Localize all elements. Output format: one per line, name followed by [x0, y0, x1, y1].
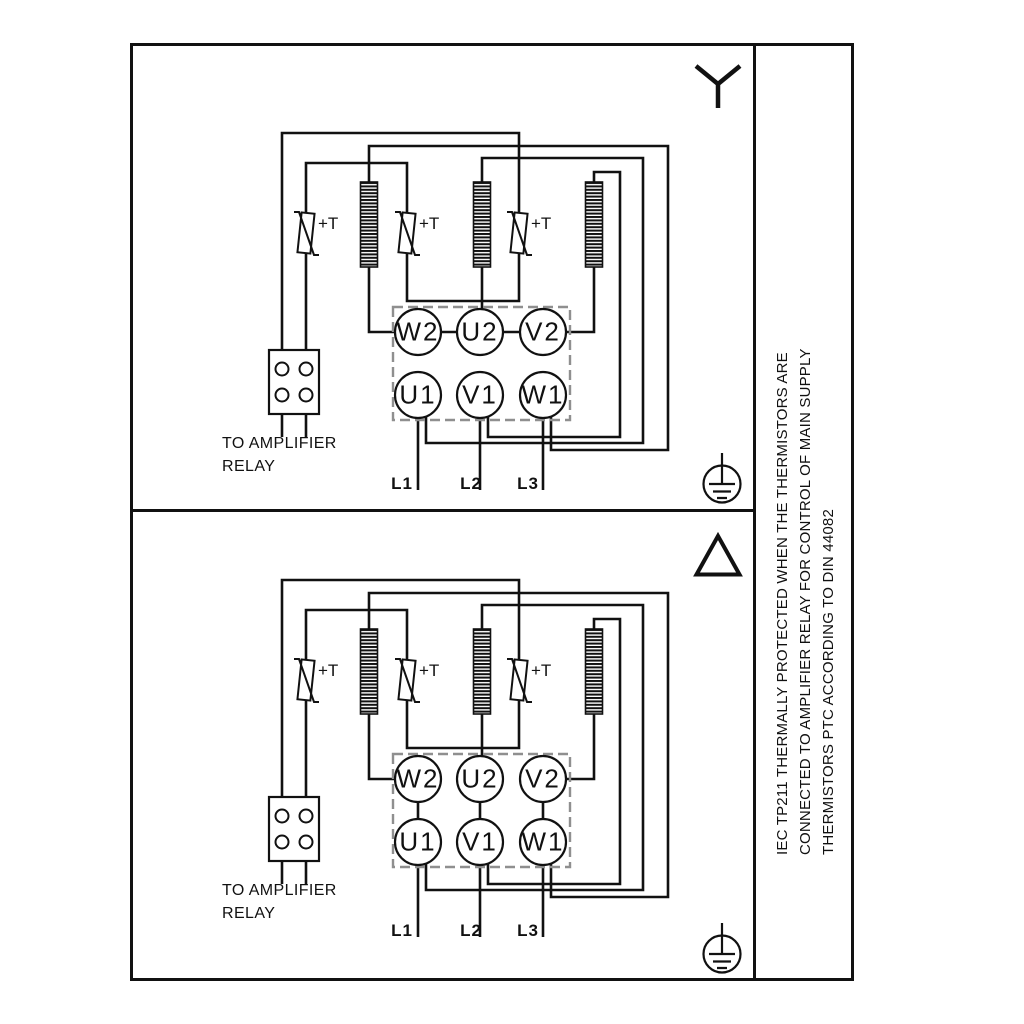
sheet-dividers	[132, 45, 755, 980]
side-note-line2: CONNECTED TO AMPLIFIER RELAY FOR CONTROL OF MAIN SUPPLY	[797, 348, 814, 855]
supply-label-l1: L1	[391, 474, 413, 493]
terminal-label-v2: V2	[525, 316, 561, 347]
terminal-label-v2: V2	[525, 763, 561, 794]
terminal-label-u2: U2	[461, 316, 499, 347]
terminal-label-w1: W1	[521, 379, 565, 410]
thermistor-label: +T	[419, 661, 440, 680]
side-note-column	[771, 348, 840, 855]
side-note-line1: IEC TP211 THERMALLY PROTECTED WHEN THE THERMISTORS ARE	[774, 352, 791, 855]
star-connection-icon	[696, 66, 740, 108]
relay-caption-line1: TO AMPLIFIER	[222, 435, 337, 452]
terminal-label-v1: V1	[462, 826, 498, 857]
supply-label-l3: L3	[517, 474, 539, 493]
thermistor-label: +T	[419, 214, 440, 233]
relay-caption-line2: RELAY	[222, 905, 276, 922]
supply-label-l1: L1	[391, 921, 413, 940]
delta-connection-icon	[697, 536, 740, 575]
thermistor-label: +T	[531, 661, 552, 680]
thermistor-label: +T	[318, 214, 339, 233]
side-note-line3: THERMISTORS PTC ACCORDING TO DIN 44082	[820, 508, 837, 855]
relay-caption-line1: TO AMPLIFIER	[222, 882, 337, 899]
terminal-label-w2: W2	[396, 763, 440, 794]
supply-label-l2: L2	[460, 474, 482, 493]
supply-label-l3: L3	[517, 921, 539, 940]
relay-caption-line2: RELAY	[222, 458, 276, 475]
terminal-label-v1: V1	[462, 379, 498, 410]
earth-ground-icon	[704, 923, 741, 973]
earth-ground-icon	[704, 453, 741, 503]
terminal-label-u1: U1	[399, 379, 437, 410]
terminal-label-w1: W1	[521, 826, 565, 857]
terminal-label-u2: U2	[461, 763, 499, 794]
delta-links	[418, 802, 543, 819]
terminal-label-u1: U1	[399, 826, 437, 857]
terminal-label-w2: W2	[396, 316, 440, 347]
thermistor-label: +T	[531, 214, 552, 233]
thermistor-label: +T	[318, 661, 339, 680]
supply-label-l2: L2	[460, 921, 482, 940]
